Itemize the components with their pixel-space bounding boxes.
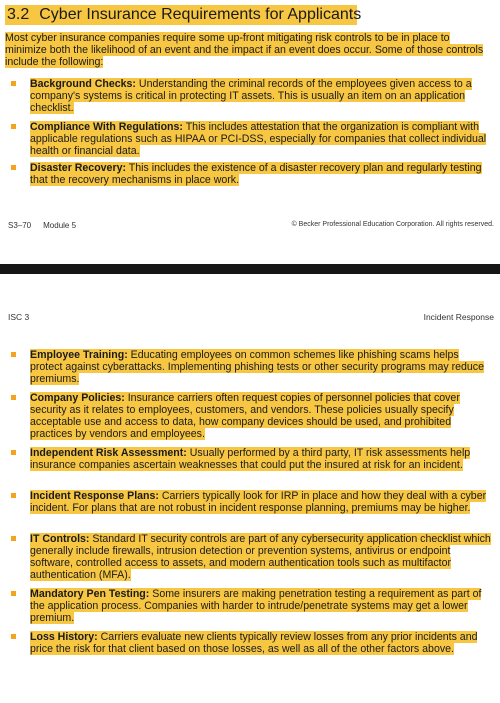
running-header-left: ISC 3 [8,312,30,322]
page-divider [0,264,500,274]
bullet-title: Company Policies: [30,392,125,404]
bullet-square-icon [11,81,16,86]
bullet-square-icon [11,450,16,455]
bullet-title: Background Checks: [30,78,136,90]
page-bottom [0,274,500,703]
bullet-title: Loss History: [30,631,98,643]
bullet-title: Mandatory Pen Testing: [30,588,150,600]
bullet-text: This includes attestation that the organization is compliant with applicable regulations such as HIPAA or PCI-DSS, especially for companies that collect individual health or financial data. [30,121,487,158]
list-item [5,162,493,186]
bullet-square-icon [11,591,16,596]
bullet-text: Educating employees on common schemes like phishing scams helps protect against cyberattacks. Implementing phishing tests or other security programs may reduce premiums. [30,349,484,386]
list-item [5,447,493,484]
running-header-right: Incident Response [423,312,494,322]
list-item [5,631,493,668]
bullet-square-icon [11,395,16,400]
bullet-text: Usually performed by a third party, IT risk assessments help insurance companies ascertain weaknesses that could put the insured at risk for an incident. [30,447,471,472]
section-heading [5,5,362,25]
bullet-title: Compliance With Regulations: [30,121,183,133]
copyright-notice: © Becker Professional Education Corporation. All rights reserved. [291,221,494,228]
bullet-text: Some insurers are making penetration testing a requirement as part of the application process. Companies with harder to intrude/penetrate systems may get a lower premium. [30,588,482,625]
bullet-title: Independent Risk Assessment: [30,447,187,459]
list-item [5,392,493,441]
list-item [5,490,493,527]
bullet-text: Carriers typically look for IRP in place and how they deal with a cyber incident. For plans that are not robust in incident response planning, premiums may be higher. [30,490,487,515]
intro-paragraph [5,32,493,68]
bullet-square-icon [11,124,16,129]
list-item [5,588,493,625]
bullet-title: IT Controls: [30,533,90,545]
section-number: 3.2 [7,6,30,23]
page-number: S3–70 [8,221,32,230]
module-label: Module 5 [43,221,77,230]
intro-text: Most cyber insurance companies require some up-front mitigating risk controls to be in place to minimize both the likelihood of an event and the impact if an event does occur. Some of those controls include the following: [5,32,484,68]
list-item [5,78,493,114]
page-top [0,0,500,268]
bullet-text: Insurance carriers often request copies of personnel policies that cover security as it relates to employees, customers, and vendors. These policies usually specify acceptable use and access to data, how company devices should be used, and prohibited practices by vendors and employees. [30,392,460,441]
list-item [5,121,493,157]
bottom-bullet-list [5,349,493,668]
bullet-square-icon [11,165,16,170]
bullet-square-icon [11,634,16,639]
page-footer-left [8,221,76,230]
bullet-text: Carriers evaluate new clients typically review losses from any prior incidents and price the risk for that client based on those losses, as well as all of the other factors above. [30,631,478,656]
bullet-square-icon [11,352,16,357]
top-bullet-list [5,78,493,186]
bullet-title: Disaster Recovery: [30,162,126,174]
bullet-square-icon [11,493,16,498]
bullet-text: Standard IT security controls are part of any cybersecurity application checklist which generally include firewalls, intrusion detection or prevention systems, antivirus or endpoint software, controlled access to assets, and modern authentication tools such as multifactor authentication (MFA). [30,533,491,582]
section-title: Cyber Insurance Requirements for Applicants [39,6,362,23]
bullet-square-icon [11,536,16,541]
list-item [5,533,493,582]
bullet-title: Incident Response Plans: [30,490,159,502]
bullet-text: Understanding the criminal records of the employees given access to a company's systems is critical in protecting IT assets. This is usually an item on an application checklist. [30,78,472,115]
bullet-text: This includes the existence of a disaster recovery plan and regularly testing that the recovery mechanisms in place work. [30,162,482,187]
list-item [5,349,493,386]
bullet-title: Employee Training: [30,349,128,361]
